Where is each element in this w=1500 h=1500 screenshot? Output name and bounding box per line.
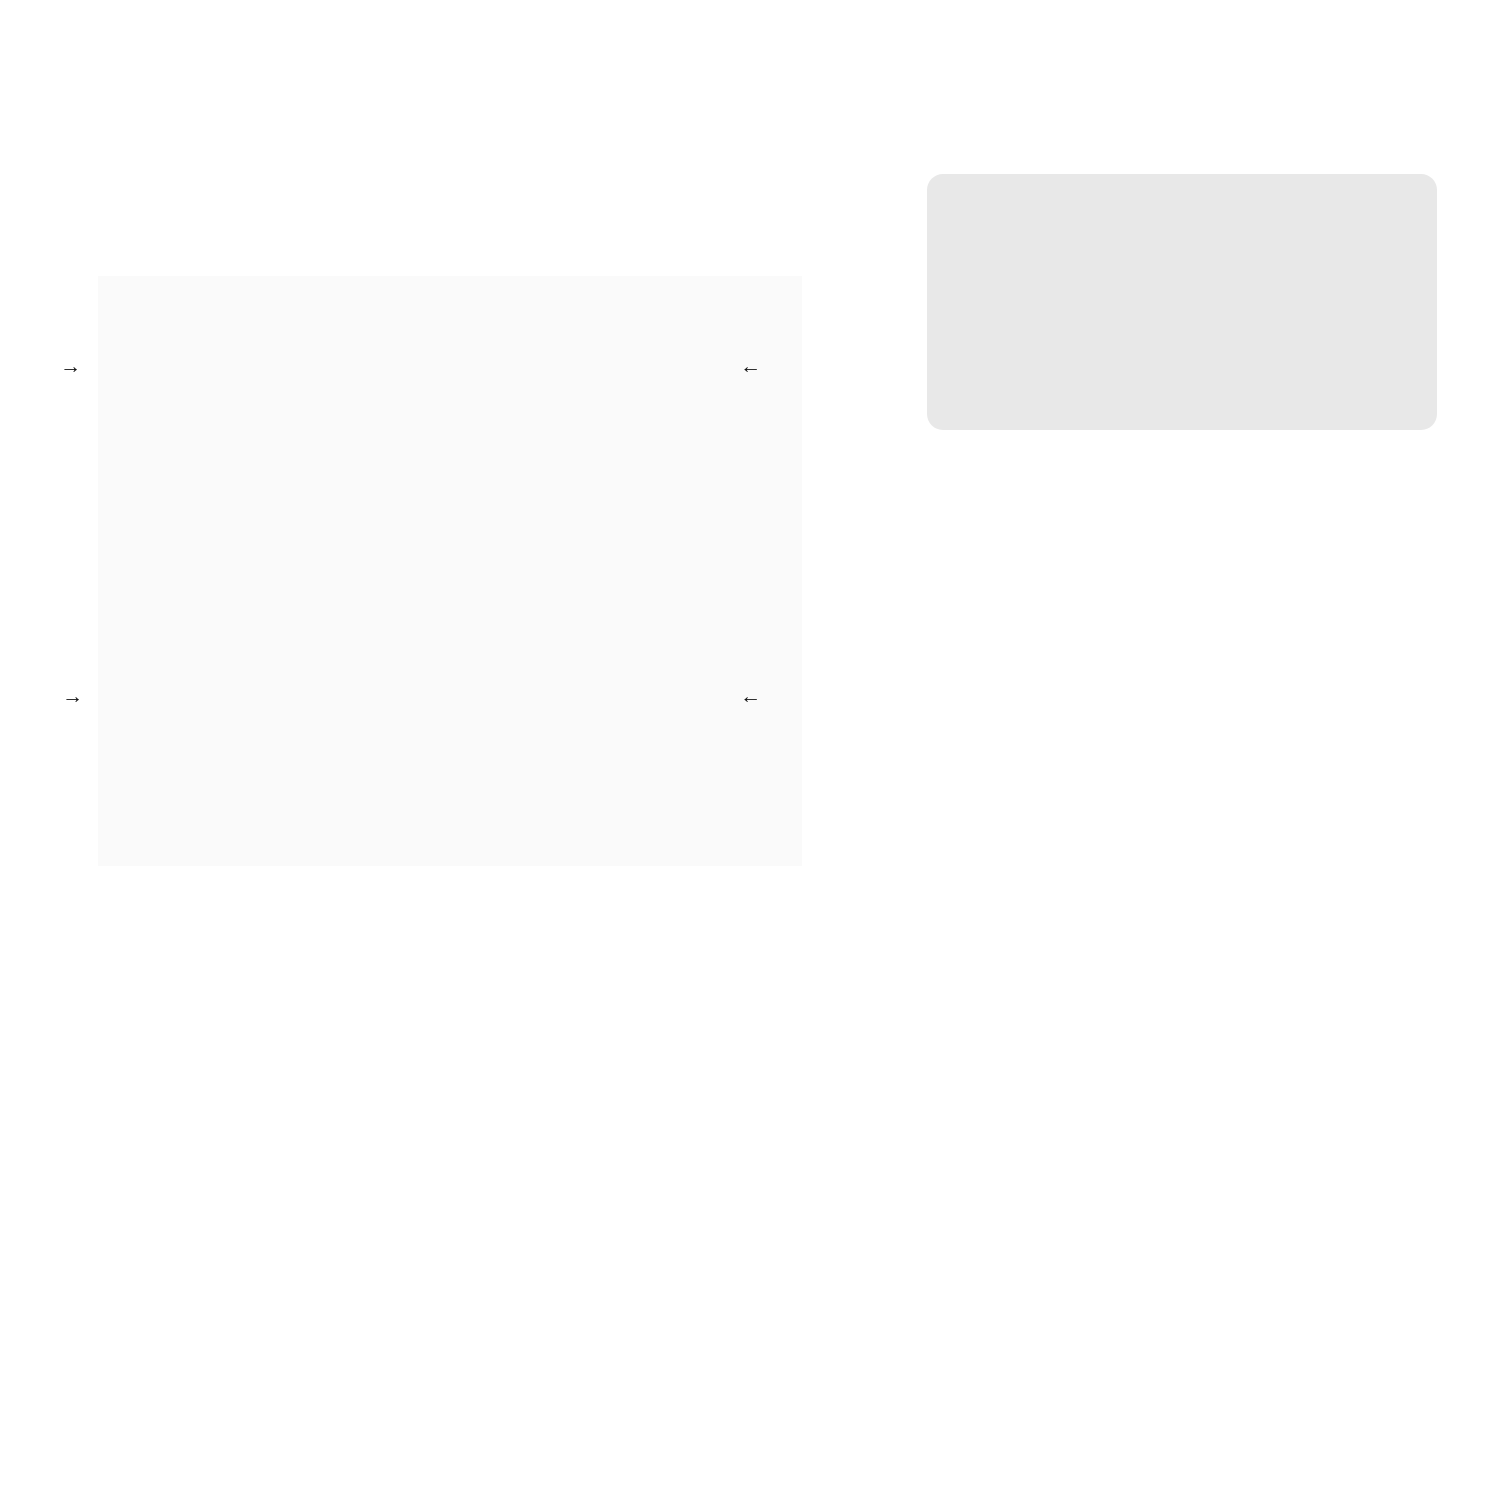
arrow-right-icon: → xyxy=(62,685,83,708)
arrow-left-icon: ← xyxy=(740,685,761,708)
arrow-left-icon: ← xyxy=(740,355,761,378)
arrow-right-icon: → xyxy=(60,355,81,378)
